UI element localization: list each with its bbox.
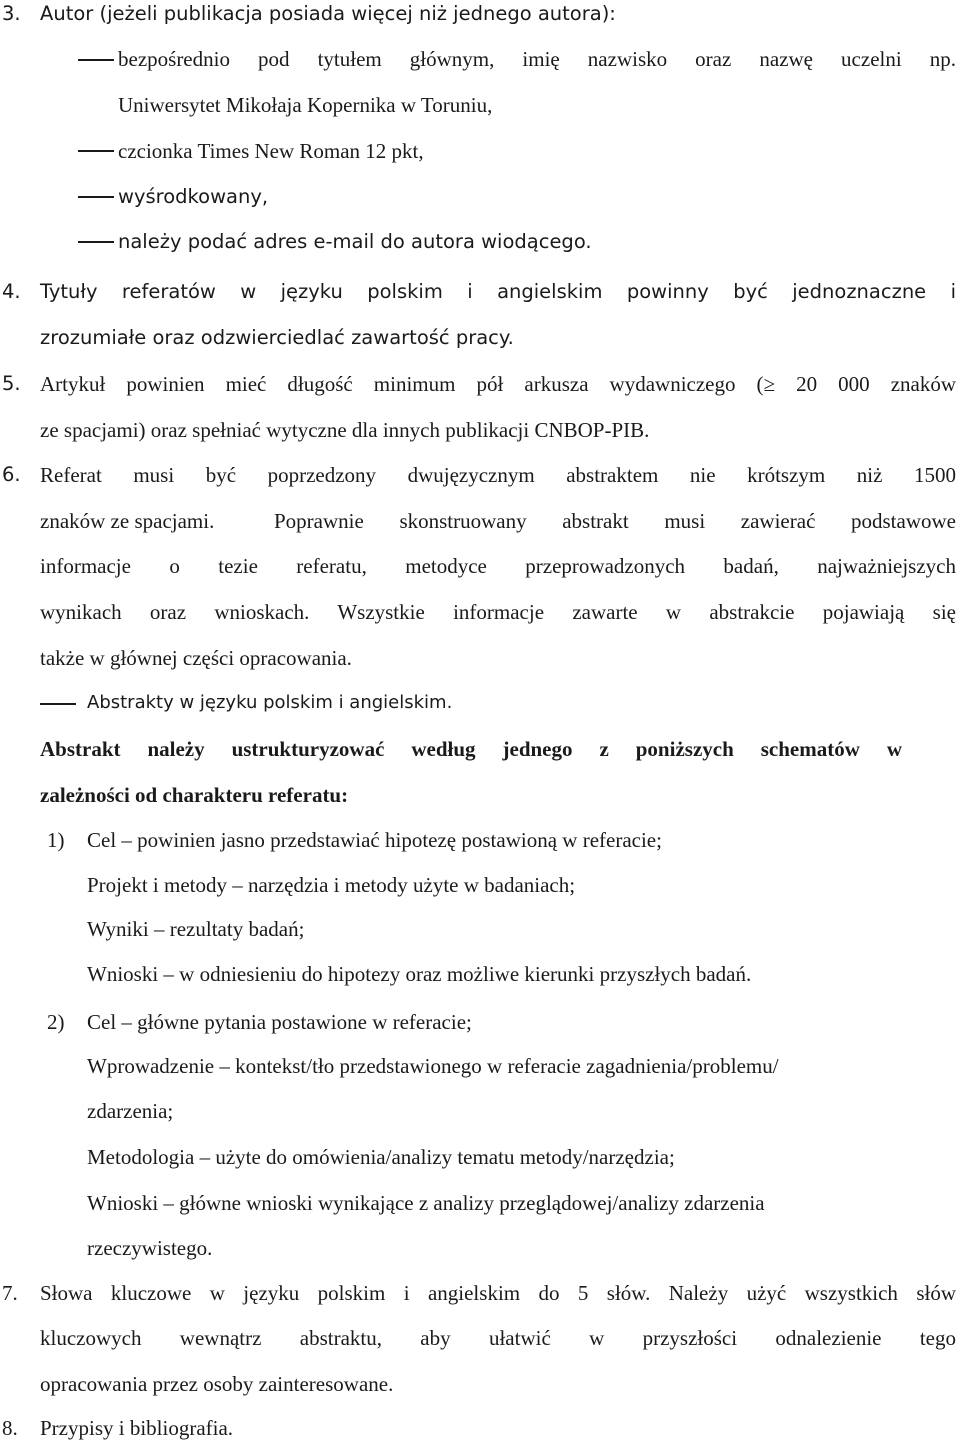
abstract-heading-line-2: zależności od charakteru referatu: <box>40 783 349 807</box>
scheme-2-introduction: Wprowadzenie – kontekst/tło przedstawionego w referacie zagadnienia/problemu/ <box>87 1054 779 1078</box>
item-5-line-1: Artykuł powinien mieć długość minimum pół arkusza wydawniczego (≥ 20 000 znaków <box>40 372 956 396</box>
item-6-number: 6. <box>2 463 21 486</box>
item-6-line-5: także w głównej części opracowania. <box>40 646 352 670</box>
scheme-2-methodology: Metodologia – użyte do omówienia/analizy tematu metody/narzędzia; <box>87 1145 675 1169</box>
item-4-line-2: zrozumiałe oraz odzwierciedlać zawartość pracy. <box>40 326 514 349</box>
item-6-line-1: Referat musi być poprzedzony dwujęzycznym abstraktem nie krótszym niż 1500 <box>40 463 956 487</box>
dash-bullet <box>78 196 114 198</box>
scheme-2-conclusions: Wnioski – główne wnioski wynikające z analizy przeglądowej/analizy zdarzenia <box>87 1191 765 1215</box>
item-7-line-1: Słowa kluczowe w języku polskim i angielskim do 5 słów. Należy użyć wszystkich słów <box>40 1281 956 1305</box>
item-7-line-2: kluczowych wewnątrz abstraktu, aby ułatwić w przyszłości odnalezienie tego <box>40 1326 956 1350</box>
item-4-line-1: Tytuły referatów w języku polskim i angielskim powinny być jednoznaczne i <box>40 280 956 303</box>
item-3-bullet-1-cont: Uniwersytet Mikołaja Kopernika w Toruniu, <box>118 93 493 117</box>
item-6-line-3: informacje o tezie referatu, metodyce przeprowadzonych badań, najważniejszych <box>40 554 956 578</box>
dash-bullet <box>78 150 114 152</box>
item-5-line-2: ze spacjami) oraz spełniać wytyczne dla innych publikacji CNBOP-PIB. <box>40 418 650 442</box>
item-3-bullet-3: wyśrodkowany, <box>118 185 269 208</box>
abstract-languages-bullet: Abstrakty w języku polskim i angielskim. <box>87 692 453 713</box>
item-3-number: 3. <box>2 2 21 25</box>
item-7-line-3: opracowania przez osoby zainteresowane. <box>40 1372 394 1396</box>
abstract-heading-line-1: Abstrakt należy ustrukturyzować według jednego z poniższych schematów w <box>40 737 902 761</box>
item-3-bullet-1: bezpośrednio pod tytułem głównym, imię nazwisko oraz nazwę uczelni np. <box>118 47 956 71</box>
scheme-1-conclusions: Wnioski – w odniesieniu do hipotezy oraz możliwe kierunki przyszłych badań. <box>87 962 752 986</box>
scheme-1-results: Wyniki – rezultaty badań; <box>87 917 305 941</box>
item-6-line-4: wynikach oraz wnioskach. Wszystkie informacje zawarte w abstrakcie pojawiają się <box>40 600 956 624</box>
dash-bullet <box>78 241 114 243</box>
item-5-number: 5. <box>2 372 21 395</box>
item-6-line-2-serif: znaków ze spacjami. <box>40 509 215 533</box>
item-3-heading: Autor (jeżeli publikacja posiada więcej niż jednego autora): <box>40 2 616 25</box>
scheme-2-number: 2) <box>47 1010 65 1034</box>
item-3-bullet-4: należy podać adres e-mail do autora wiodącego. <box>118 230 592 253</box>
item-6-line-2-rest: Poprawnie skonstruowany abstrakt musi zawierać podstawowe <box>274 509 956 533</box>
scheme-2-introduction-cont: zdarzenia; <box>87 1099 174 1123</box>
item-8-number: 8. <box>2 1416 18 1440</box>
scheme-2-goal: Cel – główne pytania postawione w referacie; <box>87 1010 472 1034</box>
scheme-2-conclusions-cont: rzeczywistego. <box>87 1236 213 1260</box>
dash-bullet <box>78 59 114 61</box>
item-7-number: 7. <box>2 1281 18 1305</box>
scheme-1-design: Projekt i metody – narzędzia i metody użyte w badaniach; <box>87 873 576 897</box>
item-3-bullet-2: czcionka Times New Roman 12 pkt, <box>118 139 424 163</box>
scheme-1-goal: Cel – powinien jasno przedstawiać hipotezę postawioną w referacie; <box>87 828 662 852</box>
item-8-text: Przypisy i bibliografia. <box>40 1416 234 1440</box>
scheme-1-number: 1) <box>47 828 65 852</box>
dash-bullet <box>40 703 76 705</box>
item-4-number: 4. <box>2 280 21 303</box>
